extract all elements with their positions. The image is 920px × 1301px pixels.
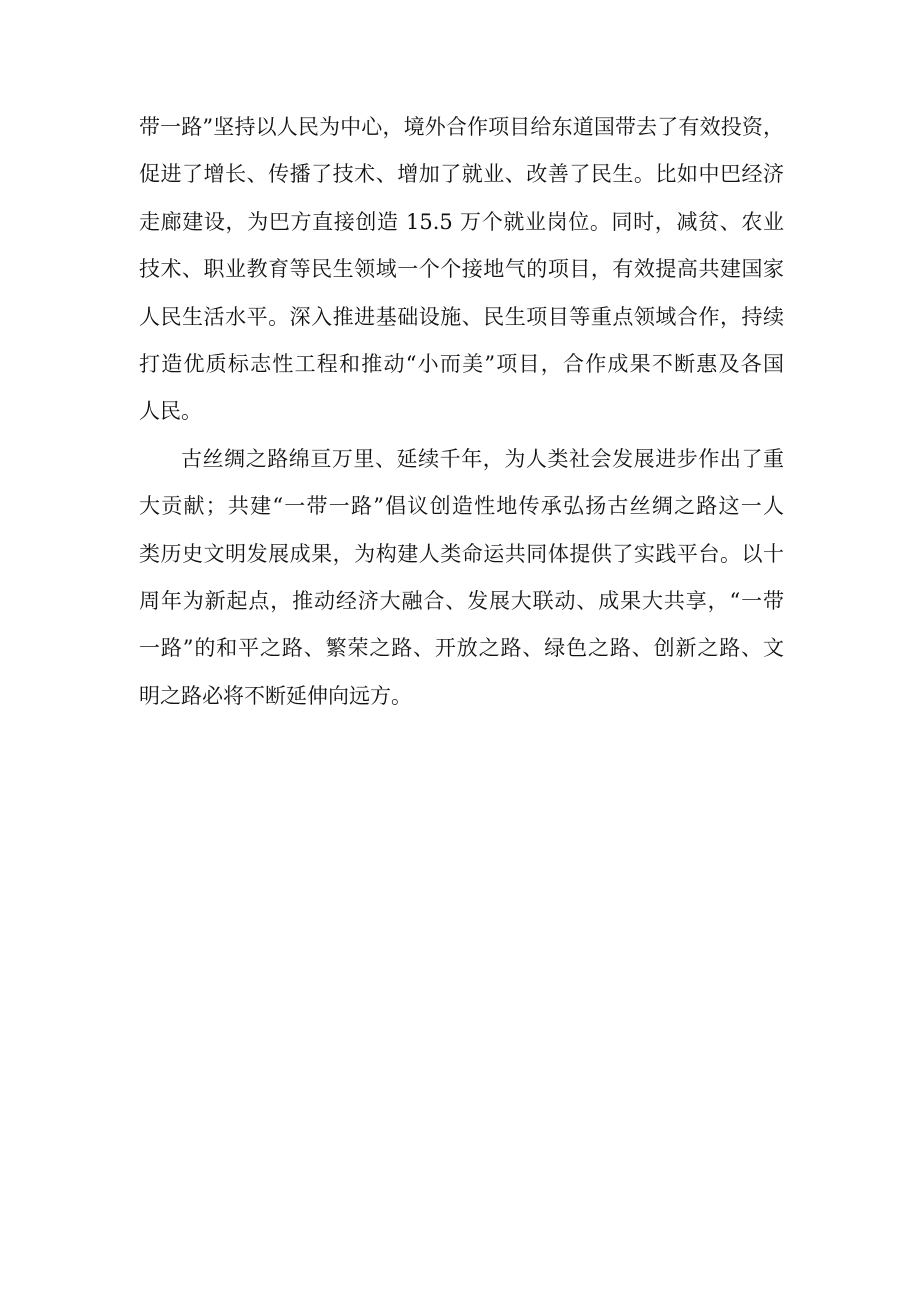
paragraph-2 <box>139 436 784 720</box>
text-line: 古丝绸之路绵亘万里、延续千年，为人类社会发展进步作出了重 <box>181 446 784 471</box>
text-line: 一路”的和平之路、繁荣之路、开放之路、绿色之路、创新之路、文 <box>139 636 784 661</box>
text-line: 带一路”坚持以人民为中心，境外合作项目给东道国带去了有效投资， <box>139 115 784 139</box>
text-line: 技术、职业教育等民生领域一个个接地气的项目，有效提高共建国家 <box>139 257 784 282</box>
text-line: 明之路必将不断延伸向远方。 <box>139 683 412 708</box>
paragraph-1 <box>139 104 784 436</box>
text-line: 人民。 <box>139 399 202 424</box>
text-line: 人民生活水平。深入推进基础设施、民生项目等重点领域合作，持续 <box>139 304 784 329</box>
text-line: 类历史文明发展成果，为构建人类命运共同体提供了实践平台。以十 <box>139 541 784 566</box>
text-line: 走廊建设，为巴方直接创造 15.5 万个就业岗位。同时，减贫、农业 <box>139 209 784 234</box>
text-line: 周年为新起点，推动经济大融合、发展大联动、成果大共享，“一带 <box>139 588 784 613</box>
document-body <box>139 104 784 720</box>
text-line: 促进了增长、传播了技术、增加了就业、改善了民生。比如中巴经济 <box>139 162 784 187</box>
text-line: 大贡献；共建“一带一路”倡议创造性地传承弘扬古丝绸之路这一人 <box>139 494 784 519</box>
text-line: 打造优质标志性工程和推动“小而美”项目，合作成果不断惠及各国 <box>139 351 784 376</box>
